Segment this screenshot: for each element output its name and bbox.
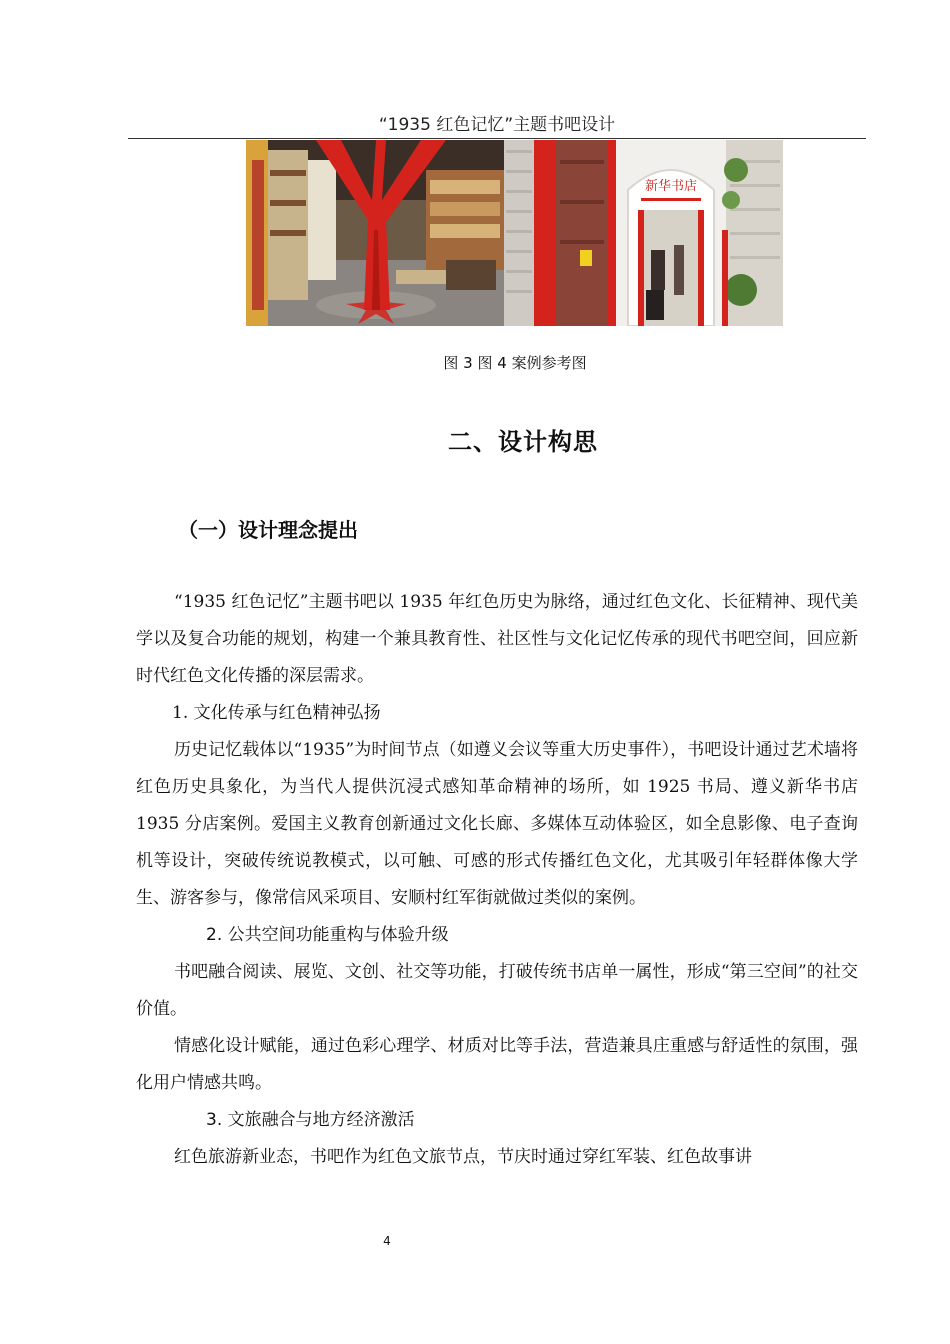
item-1-heading: 1. 文化传承与红色精神弘扬 bbox=[172, 703, 381, 723]
item-3-heading: 3. 文旅融合与地方经济激活 bbox=[206, 1110, 415, 1130]
header-rule bbox=[128, 138, 866, 139]
case-photo-interior bbox=[246, 140, 504, 326]
paragraph-item-3: 红色旅游新业态，书吧作为红色文旅节点，节庆时通过穿红军装、红色故事讲 bbox=[174, 1147, 752, 1167]
body-text bbox=[136, 584, 858, 1176]
case-photo-entrance bbox=[504, 140, 783, 326]
paragraph-item-2b: 情感化设计赋能，通过色彩心理学、材质对比等手法，营造兼具庄重感与舒适性的氛围，强化用户情感共鸣。 bbox=[136, 1036, 858, 1093]
paragraph-intro: “1935 红色记忆”主题书吧以 1935 年红色历史为脉络，通过红色文化、长征精神、现代美学以及复合功能的规划，构建一个兼具教育性、社区性与文化记忆传承的现代书吧空间，回应新时代红色文化传播的深层需求。 bbox=[136, 592, 858, 686]
paragraph-item-1: 历史记忆载体以“1935”为时间节点（如遵义会议等重大历史事件），书吧设计通过艺术墙将红色历史具象化，为当代人提供沉浸式感知革命精神的场所，如 1925 书局、遵义新华书店 1935 分店案例。爱国主义教育创新通过文化长廊、多媒体互动体验区，如全息影像、电子查询机等设计，突破传统说教模式，以可触、可感的形式传播红色文化，尤其吸引年轻群体像大学生、游客参与，像常信风采项目、安顺村红军街就做过类似的案例。 bbox=[136, 740, 858, 908]
figure-caption: 图 3 图 4 案例参考图 bbox=[443, 354, 587, 372]
case-reference-photos bbox=[246, 140, 783, 326]
paragraph-item-2a: 书吧融合阅读、展览、文创、社交等功能，打破传统书店单一属性，形成“第三空间”的社交价值。 bbox=[136, 962, 858, 1019]
section-title: 二、设计构思 bbox=[448, 428, 598, 456]
xinhua-sign-text: 新华书店 bbox=[644, 179, 698, 194]
subsection-title: （一）设计理念提出 bbox=[178, 518, 358, 542]
item-2-heading: 2. 公共空间功能重构与体验升级 bbox=[206, 925, 449, 945]
page-number: 4 bbox=[383, 1234, 391, 1248]
running-header: “1935 红色记忆”主题书吧设计 bbox=[378, 115, 616, 135]
